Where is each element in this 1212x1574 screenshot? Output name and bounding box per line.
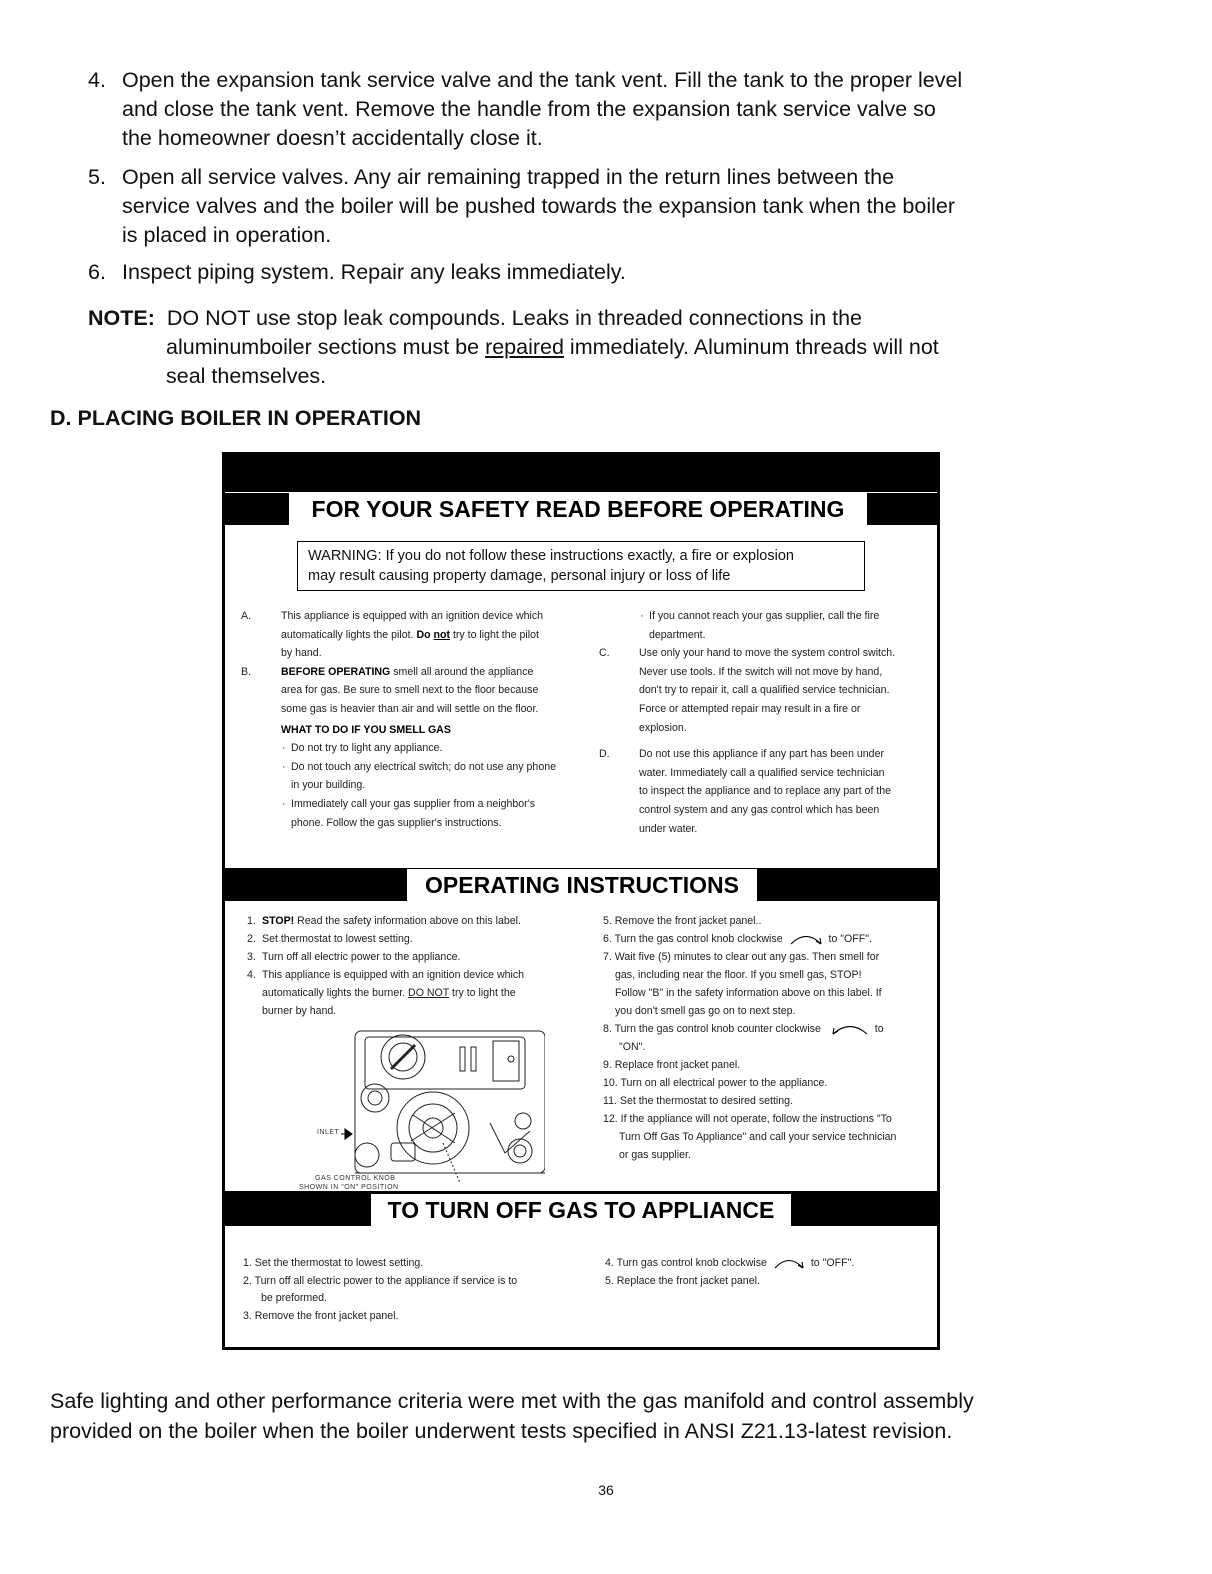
gas-control-valve-diagram	[295, 1023, 545, 1188]
operating-left-column: 1. STOP! Read the safety information above on this label. 2. Set thermostat to lowest setting. 3. Turn off all electric power to the appliance. 4. This appliance is equipped with an ignition device which automatically lights the burner. DO NOT try to light the burner by hand.	[247, 915, 525, 1017]
step-number: 6.	[88, 260, 106, 284]
footer-paragraph	[50, 1386, 1160, 1446]
clockwise-arrow-icon	[788, 933, 824, 945]
warning-line: WARNING: If you do not follow these instructions exactly, a fire or explosion	[308, 548, 794, 564]
label-top-bar	[225, 455, 937, 493]
inlet-arrow-icon	[341, 1129, 352, 1139]
footer-line: provided on the boiler when the boiler underwent tests specified in ANSI Z21.13-latest revision.	[50, 1419, 953, 1443]
note-line: DO NOT use stop leak compounds. Leaks in threaded connections in the	[166, 306, 863, 330]
turnoff-right-column: 4. Turn gas control knob clockwise to "OFF". 5. Replace the front jacket panel.	[605, 1257, 855, 1287]
step-line: Open all service valves. Any air remaining trapped in the return lines between the	[122, 165, 895, 189]
diagram-caption: SHOWN IN "ON" POSITION	[299, 1184, 399, 1191]
diagram-caption: GAS CONTROL KNOB	[315, 1175, 396, 1182]
repaired-underlined: repaired	[485, 335, 564, 359]
operating-right-column: 5. Remove the front jacket panel.. 6. Turn the gas control knob clockwise to "OFF". 7. Wait five (5) minutes to clear out any gas. Then smell for gas, including near the floor. If you smell gas, STOP! Follow "B" in the safety information above on this label. If you don't smell gas go on to next step. 8. Turn the gas control knob counter clockwise to "ON". 9. Replace front jacket panel. 10. Turn on all electrical power to the appliance. 11. Set the thermostat to desired setting. 12. If the appliance will not operate, follow the instructions "To Turn Off Gas To Appliance" and call your service technician or gas supplier.	[603, 915, 897, 1161]
step-line: and close the tank vent. Remove the handle from the expansion tank service valve so	[122, 97, 936, 121]
section-heading: D. PLACING BOILER IN OPERATION	[50, 406, 422, 430]
inlet-label: INLET	[317, 1129, 340, 1136]
step-number: 5.	[88, 165, 106, 189]
operating-title-band	[225, 869, 937, 901]
note-block	[88, 304, 1088, 391]
safety-right-column: · If you cannot reach your gas supplier, call the fire department. C. Use only your hand to move the system control switch. Never use tools. If the switch will not move by hand, don't try to repair it, call a qualified service technician. Force or attempted repair may result in a fire or explosion. D. Do not use this appliance if any part has been under water. Immediately call a qualified service technician to inspect the appliance and to replace any part of the control system and any gas control which has been under water.	[599, 607, 923, 838]
turnoff-title-band	[225, 1194, 937, 1226]
note-line: seal themselves.	[166, 364, 327, 388]
note-label: NOTE:	[88, 306, 155, 330]
safety-item-c: C. Use only your hand to move the system control switch. Never use tools. If the switch will not move by hand, don't try to repair it, call a qualified service technician. Force or attempted repair may result in a fire or explosion.	[599, 647, 896, 734]
page-number: 36	[598, 1482, 614, 1498]
footer-line: Safe lighting and other performance criteria were met with the gas manifold and control assembly	[50, 1389, 974, 1413]
safety-item-a: A. This appliance is equipped with an ignition device which automatically lights the pilot. Do not try to light the pilot by hand.	[241, 610, 544, 660]
smell-gas-section: WHAT TO DO IF YOU SMELL GAS · Do not try to light any appliance. · Do not touch any electrical switch; do not use any phone in your building. · Immediately call your gas supplier from a neighbor's phone. Follow the gas supplier's instructions.	[241, 721, 581, 833]
turnoff-left-column: 1. Set the thermostat to lowest setting. 2. Turn off all electric power to the appliance if service is to be preformed. 3. Remove the front jacket panel.	[243, 1257, 518, 1322]
counter-clockwise-arrow-icon	[830, 1023, 870, 1035]
step-line: the homeowner doesn’t accidentally close it.	[122, 126, 543, 150]
operating-title: OPERATING INSTRUCTIONS	[407, 869, 757, 901]
step-line: Inspect piping system. Repair any leaks immediately.	[122, 260, 626, 284]
step-4	[88, 66, 1098, 153]
step-5	[88, 163, 1098, 250]
step-line: is placed in operation.	[122, 223, 332, 247]
safety-title: FOR YOUR SAFETY READ BEFORE OPERATING	[289, 493, 867, 525]
safety-item-b: B. BEFORE OPERATING smell all around the appliance area for gas. Be sure to smell next to the floor because some gas is heavier than air and will settle on the floor.	[241, 665, 539, 715]
step-6	[88, 258, 1098, 287]
warning-line: may result causing property damage, personal injury or loss of life	[308, 568, 731, 584]
step-line: service valves and the boiler will be pushed towards the expansion tank when the boiler	[122, 194, 956, 218]
step-line: Open the expansion tank service valve and the tank vent. Fill the tank to the proper level	[122, 68, 963, 92]
safety-label	[222, 452, 940, 1350]
turnoff-title: TO TURN OFF GAS TO APPLIANCE	[371, 1194, 791, 1226]
warning-box	[297, 541, 865, 591]
clockwise-arrow-icon	[772, 1257, 806, 1269]
smell-gas-heading: WHAT TO DO IF YOU SMELL GAS	[281, 723, 451, 736]
safety-item-d: D. Do not use this appliance if any part has been under water. Immediately call a qualified service technician to inspect the appliance and to replace any part of the control system and any gas control which has been under water.	[599, 748, 892, 835]
safety-left-column	[241, 607, 581, 832]
safety-title-band	[225, 493, 937, 525]
step-number: 4.	[88, 68, 106, 92]
note-line: aluminumboiler sections must be repaired immediately. Aluminum threads will not	[166, 335, 939, 359]
